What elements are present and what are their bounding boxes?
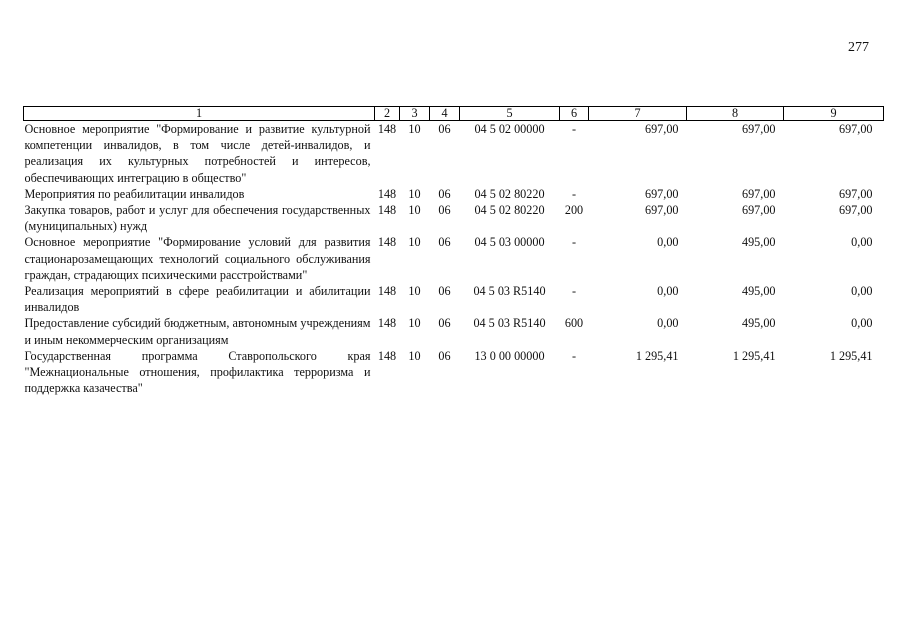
cell-col3: 10 bbox=[408, 316, 421, 331]
row-description: Мероприятия по реабилитации инвалидов bbox=[24, 186, 245, 201]
cell-col2: 148 bbox=[377, 284, 397, 299]
cell-col7: 697,00 bbox=[644, 203, 679, 218]
cell-col3: 10 bbox=[408, 203, 421, 218]
cell-col3: 10 bbox=[408, 235, 421, 250]
cell-col8: 697,00 bbox=[741, 203, 776, 218]
cell-code: 04 5 02 80220 bbox=[474, 203, 545, 218]
table-row bbox=[24, 234, 884, 283]
cell-code: 04 5 02 80220 bbox=[474, 186, 545, 201]
cell-col3: 10 bbox=[408, 122, 421, 136]
cell-col6: - bbox=[571, 348, 577, 363]
header-cell: 9 bbox=[784, 107, 884, 121]
cell-col7: 0,00 bbox=[657, 284, 679, 299]
cell-col7: 0,00 bbox=[657, 235, 679, 250]
row-description: Основное мероприятие "Формирование условий для развития стационарозамещающих технологий социального обслуживания граждан, страдающих психическими расстройствами" bbox=[24, 235, 371, 282]
cell-col7: 1 295,41 bbox=[635, 348, 679, 363]
table-body bbox=[24, 121, 884, 397]
table-row bbox=[24, 283, 884, 315]
header-cell: 2 bbox=[375, 107, 400, 121]
cell-col4: 06 bbox=[438, 348, 451, 363]
table-row bbox=[24, 121, 884, 186]
cell-col2: 148 bbox=[377, 186, 397, 201]
cell-col4: 06 bbox=[438, 284, 451, 299]
cell-col2: 148 bbox=[377, 203, 397, 218]
cell-code: 04 5 03 R5140 bbox=[473, 316, 546, 331]
cell-code: 13 0 00 00000 bbox=[474, 348, 545, 363]
cell-col9: 697,00 bbox=[838, 203, 873, 218]
header-cell: 5 bbox=[460, 107, 560, 121]
cell-col7: 697,00 bbox=[644, 186, 679, 201]
cell-col4: 06 bbox=[438, 203, 451, 218]
table-row bbox=[24, 186, 884, 202]
header-cell: 4 bbox=[430, 107, 460, 121]
row-description: Реализация мероприятий в сфере реабилитации и абилитации инвалидов bbox=[24, 284, 371, 315]
cell-col9: 0,00 bbox=[851, 235, 873, 250]
cell-col6: - bbox=[571, 186, 577, 201]
cell-code: 04 5 03 R5140 bbox=[473, 284, 546, 299]
cell-col6: - bbox=[571, 235, 577, 250]
cell-col2: 148 bbox=[377, 316, 397, 331]
cell-col6: 600 bbox=[564, 316, 584, 331]
cell-col4: 06 bbox=[438, 316, 451, 331]
header-cell: 7 bbox=[589, 107, 687, 121]
budget-table bbox=[23, 106, 884, 396]
cell-col6: - bbox=[571, 122, 577, 136]
header-cell: 3 bbox=[400, 107, 430, 121]
header-cell: 6 bbox=[560, 107, 589, 121]
cell-col4: 06 bbox=[438, 235, 451, 250]
table-row bbox=[24, 202, 884, 234]
cell-col3: 10 bbox=[408, 186, 421, 201]
cell-col4: 06 bbox=[438, 122, 451, 136]
cell-col8: 697,00 bbox=[741, 122, 776, 136]
cell-col8: 495,00 bbox=[741, 316, 776, 331]
cell-col9: 697,00 bbox=[838, 122, 873, 136]
cell-col4: 06 bbox=[438, 186, 451, 201]
cell-col2: 148 bbox=[377, 348, 397, 363]
row-description: Основное мероприятие "Формирование и развитие культурной компетенции инвалидов, в том числе детей-инвалидов, и реализация их культурных потребностей и интересов, обеспечивающих интеграцию в общество" bbox=[24, 122, 371, 185]
header-row bbox=[24, 107, 884, 121]
cell-col8: 1 295,41 bbox=[732, 348, 776, 363]
row-description: Предоставление субсидий бюджетным, автономным учреждениям и иным некоммерческим организациям bbox=[24, 316, 371, 347]
cell-col8: 697,00 bbox=[741, 186, 776, 201]
row-description: Государственная программа Ставропольского края "Межнациональные отношения, профилактика терроризма и поддержка казачества" bbox=[24, 348, 371, 396]
page-number: 277 bbox=[848, 40, 869, 55]
cell-col6: 200 bbox=[564, 203, 584, 218]
cell-col2: 148 bbox=[377, 122, 397, 136]
cell-col8: 495,00 bbox=[741, 284, 776, 299]
cell-col9: 0,00 bbox=[851, 316, 873, 331]
cell-code: 04 5 03 00000 bbox=[474, 235, 545, 250]
table-row bbox=[24, 348, 884, 397]
cell-col3: 10 bbox=[408, 348, 421, 363]
cell-col7: 697,00 bbox=[644, 122, 679, 136]
row-description: Закупка товаров, работ и услуг для обеспечения государственных (муниципальных) нужд bbox=[24, 203, 371, 234]
cell-col9: 697,00 bbox=[838, 186, 873, 201]
cell-code: 04 5 02 00000 bbox=[474, 122, 545, 136]
cell-col9: 0,00 bbox=[851, 284, 873, 299]
cell-col3: 10 bbox=[408, 284, 421, 299]
cell-col6: - bbox=[571, 284, 577, 299]
cell-col9: 1 295,41 bbox=[829, 348, 873, 363]
header-cell: 1 bbox=[24, 107, 375, 121]
table-row bbox=[24, 315, 884, 347]
cell-col8: 495,00 bbox=[741, 235, 776, 250]
header-cell: 8 bbox=[687, 107, 784, 121]
cell-col2: 148 bbox=[377, 235, 397, 250]
cell-col7: 0,00 bbox=[657, 316, 679, 331]
